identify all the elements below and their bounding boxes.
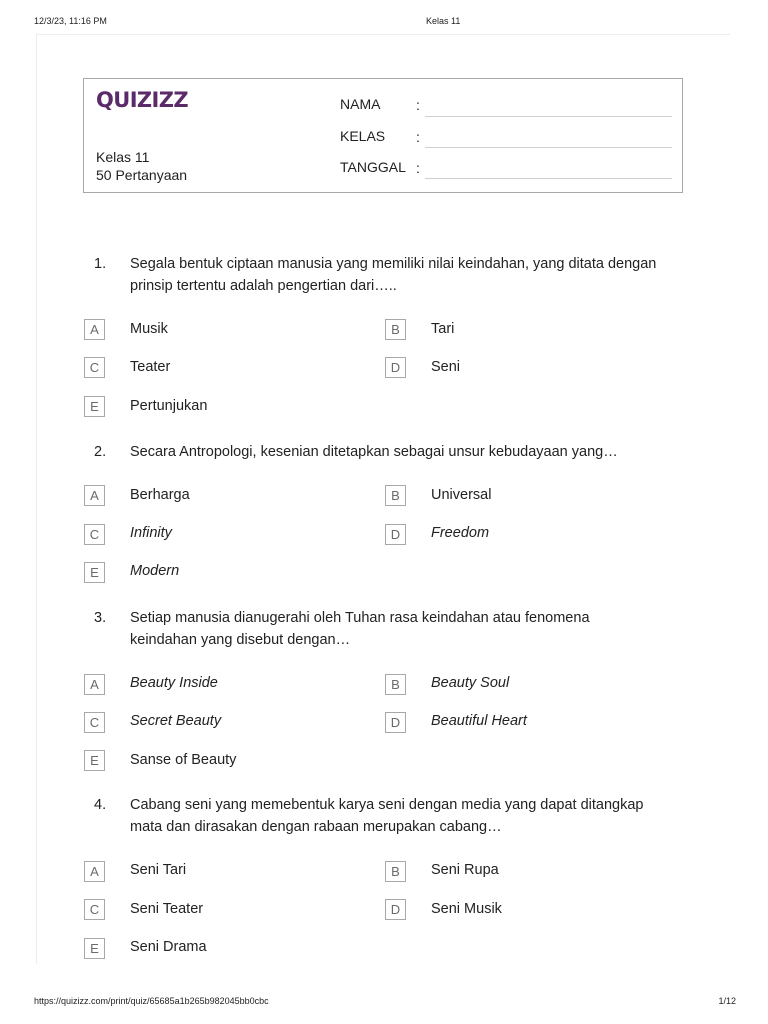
option-text: Berharga [130,487,190,503]
option-text: Secret Beauty [130,713,222,729]
option-text: Sanse of Beauty [130,752,237,768]
option-letter-box[interactable]: D [385,899,406,920]
question-line-1: Secara Antropologi, kesenian ditetapkan sebagai unsur kebudayaan yang… [130,444,618,460]
option-letter-box[interactable]: E [84,938,105,959]
date-label: TANGGAL [340,159,406,175]
option-letter-box[interactable]: D [385,524,406,545]
option-letter-box[interactable]: B [385,861,406,882]
option-text: Teater [130,359,171,375]
option-text: Musik [130,321,168,337]
quiz-info-box [83,78,683,193]
class-label: KELAS [340,128,386,144]
option-text: Seni Rupa [431,862,499,878]
option-letter-box[interactable]: B [385,485,406,506]
option-letter-box[interactable]: D [385,712,406,733]
question-line-1: Cabang seni yang memebentuk karya seni dengan media yang dapat ditangkap [130,797,644,813]
question-line-1: Segala bentuk ciptaan manusia yang memiliki nilai keindahan, yang ditata dengan [130,256,657,272]
quiz-title: Kelas 11 [96,149,150,165]
question-text [130,794,690,838]
question-count: 50 Pertanyaan [96,167,188,183]
quizizz-logo: QUIZIZZ [96,88,189,112]
class-colon: : [416,129,420,145]
option-text: Beauty Inside [130,675,218,691]
option-text: Beautiful Heart [431,713,527,729]
option-letter-box[interactable]: E [84,396,105,417]
option-letter-box[interactable]: C [84,899,105,920]
option-letter-box[interactable]: D [385,357,406,378]
name-field-line[interactable] [425,116,672,117]
option-text: Beauty Soul [431,675,510,691]
question-line-2: mata dan dirasakan dengan rabaan merupakan cabang… [130,819,502,835]
question-line-1: Setiap manusia dianugerahi oleh Tuhan rasa keindahan atau fenomena [130,610,590,626]
question-number: 2. [94,444,107,460]
option-text: Tari [431,321,455,337]
print-title: Kelas 11 [426,16,461,26]
question-line-2: keindahan yang disebut dengan… [130,632,351,648]
option-text: Modern [130,563,180,579]
question-number: 1. [94,256,107,272]
option-letter-box[interactable]: E [84,562,105,583]
option-text: Universal [431,487,492,503]
question-line-2: prinsip tertentu adalah pengertian dari….. [130,278,397,294]
option-letter-box[interactable]: B [385,674,406,695]
question-text [130,253,690,297]
date-field-line[interactable] [425,178,672,179]
name-label: NAMA [340,96,381,112]
name-colon: : [416,97,420,113]
class-field-line[interactable] [425,147,672,148]
question-number: 3. [94,610,107,626]
option-letter-box[interactable]: C [84,357,105,378]
option-letter-box[interactable]: B [385,319,406,340]
option-letter-box[interactable]: A [84,861,105,882]
option-text: Freedom [431,525,490,541]
option-letter-box[interactable]: E [84,750,105,771]
option-text: Seni [431,359,461,375]
option-text: Seni Tari [130,862,187,878]
date-colon: : [416,160,420,176]
option-letter-box[interactable]: C [84,712,105,733]
option-text: Infinity [130,525,172,541]
print-datetime: 12/3/23, 11:16 PM [34,16,107,26]
page-number: 1/12 [718,996,736,1006]
option-letter-box[interactable]: A [84,485,105,506]
option-text: Pertunjukan [130,398,208,414]
option-letter-box[interactable]: A [84,319,105,340]
print-url: https://quizizz.com/print/quiz/65685a1b265b982045bb0cbc [34,996,269,1006]
question-text [130,441,690,463]
print-header [34,16,730,30]
page-top-rule [36,34,730,35]
option-letter-box[interactable]: A [84,674,105,695]
page-left-rule [36,34,37,964]
option-letter-box[interactable]: C [84,524,105,545]
question-number: 4. [94,797,107,813]
option-text: Seni Teater [130,901,204,917]
question-text [130,607,690,651]
option-text: Seni Musik [431,901,502,917]
option-text: Seni Drama [130,939,207,955]
print-footer [34,996,736,1010]
